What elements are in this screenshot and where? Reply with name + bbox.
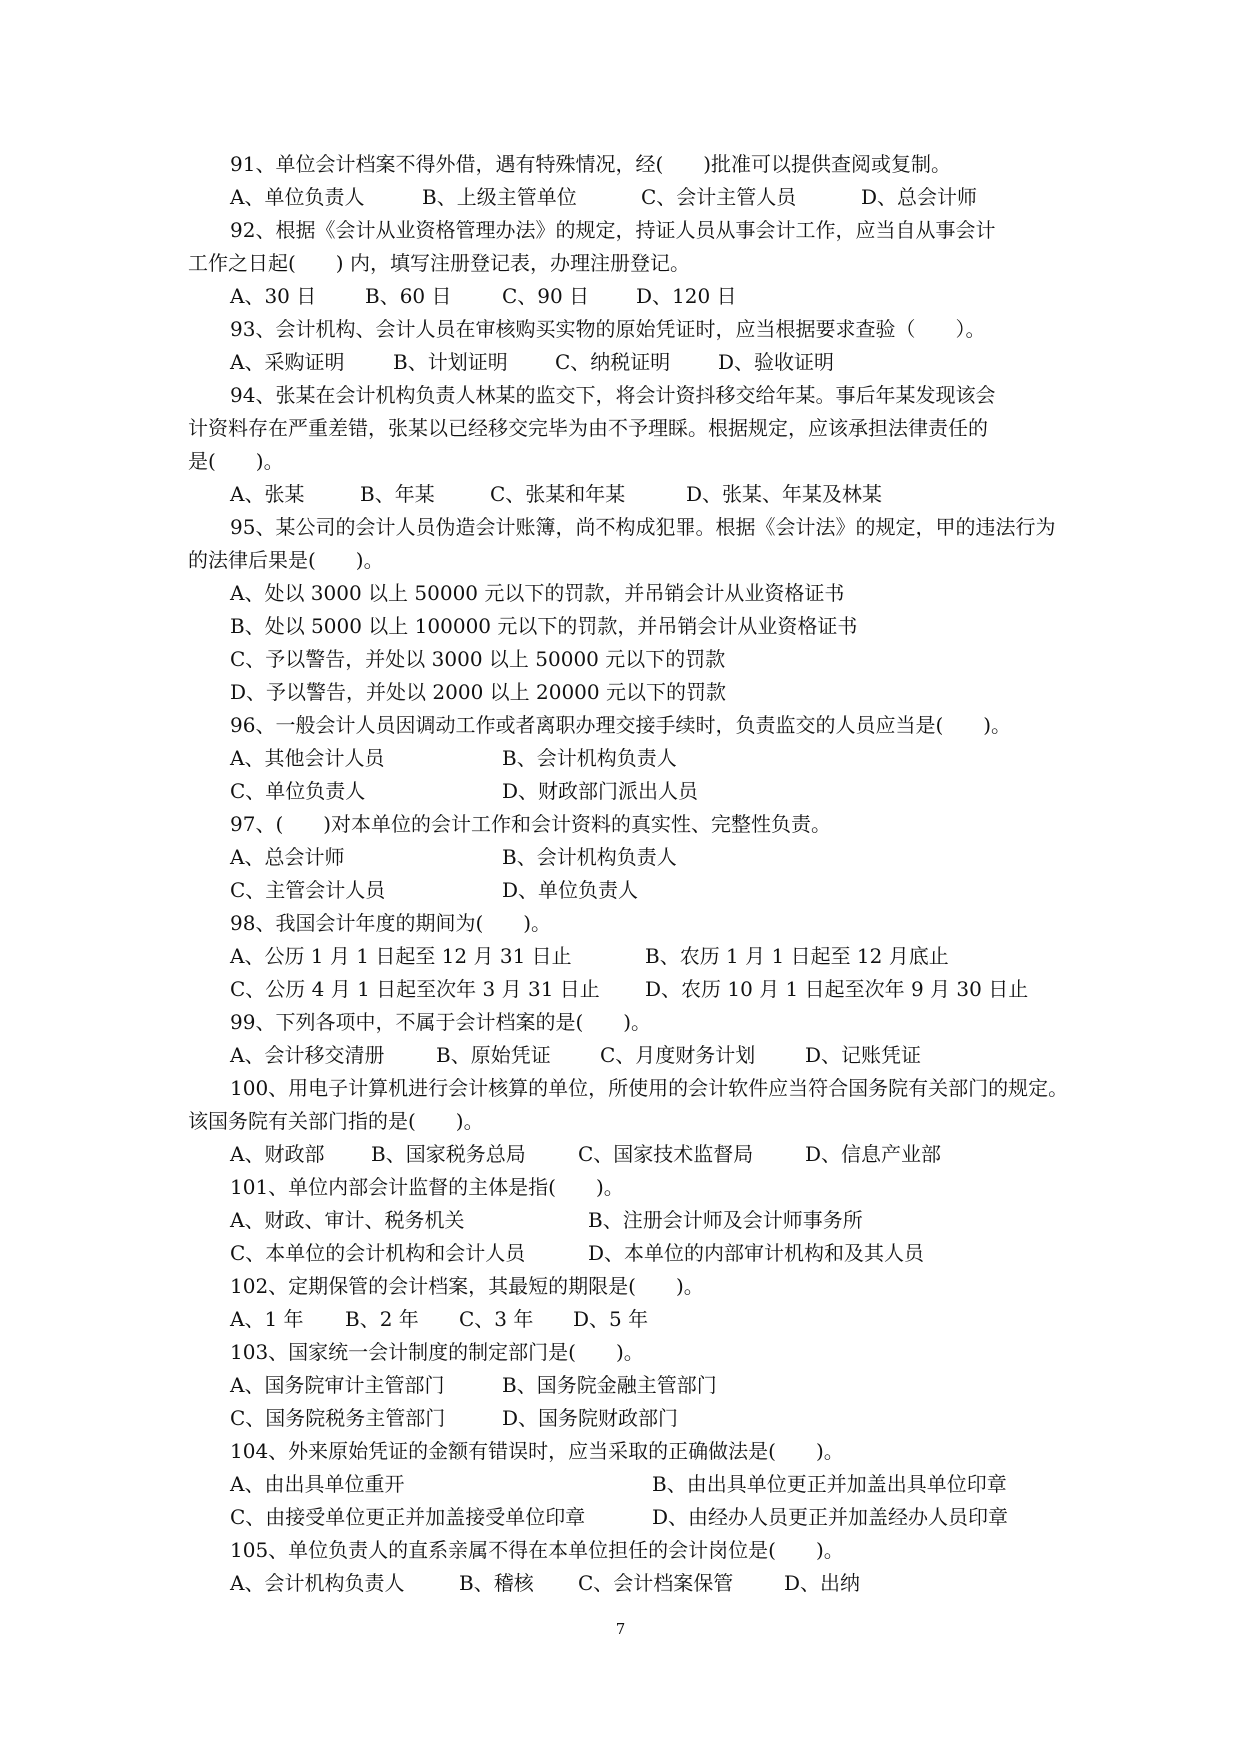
question-95-option-c: C、予以警告，并处以 3000 以上 50000 元以下的罚款 [230,647,726,671]
question-101-option-c: C、本单位的会计机构和会计人员 [230,1241,526,1265]
question-91-option-d: D、总会计师 [861,185,978,209]
question-91-stem: 91、单位会计档案不得外借，遇有特殊情况，经( )批准可以提供查阅或复制。 [230,152,952,176]
question-104-option-c: C、由接受单位更正并加盖接受单位印章 [230,1505,586,1529]
question-93-stem: 93、会计机构、会计人员在审核购买实物的原始凭证时，应当根据要求查验（ ）。 [230,317,986,341]
question-92-stem-cont: 工作之日起( ) 内，填写注册登记表，办理注册登记。 [188,251,690,275]
question-103-option-a: A、国务院审计主管部门 [230,1373,445,1397]
question-97-option-c: C、主管会计人员 [230,878,386,902]
question-104-option-a: A、由出具单位重开 [230,1472,405,1496]
question-102-option-b: B、2 年 [345,1307,419,1331]
question-99-option-c: C、月度财务计划 [600,1043,756,1067]
question-99-option-d: D、记账凭证 [805,1043,922,1067]
question-98-option-b: B、农历 1 月 1 日起至 12 月底止 [645,944,949,968]
question-105-option-b: B、稽核 [459,1571,534,1595]
question-93-option-d: D、验收证明 [718,350,835,374]
question-105-stem: 105、单位负责人的直系亲属不得在本单位担任的会计岗位是( )。 [230,1538,844,1562]
question-104-option-d: D、由经办人员更正并加盖经办人员印章 [652,1505,1009,1529]
question-96-option-c: C、单位负责人 [230,779,366,803]
question-105-option-c: C、会计档案保管 [578,1571,734,1595]
question-94-option-d: D、张某、年某及林某 [686,482,883,506]
question-99-option-a: A、会计移交清册 [230,1043,385,1067]
question-102-stem: 102、定期保管的会计档案，其最短的期限是( )。 [230,1274,704,1298]
question-94-option-a: A、张某 [230,482,305,506]
question-99-option-b: B、原始凭证 [436,1043,551,1067]
question-92-option-d: D、120 日 [636,284,737,308]
question-92-option-a: A、30 日 [230,284,317,308]
question-98-stem: 98、我国会计年度的期间为( )。 [230,911,552,935]
question-102-option-a: A、1 年 [230,1307,304,1331]
page-number: 7 [615,1620,626,1638]
question-105-option-d: D、出纳 [784,1571,861,1595]
question-95-stem: 95、某公司的会计人员伪造会计账簿，尚不构成犯罪。根据《会计法》的规定，甲的违法行为 [230,515,1056,539]
question-92-option-b: B、60 日 [365,284,452,308]
question-98-option-d: D、农历 10 月 1 日起至次年 9 月 30 日止 [645,977,1029,1001]
question-95-option-b: B、处以 5000 以上 100000 元以下的罚款，并吊销会计从业资格证书 [230,614,858,638]
question-99-stem: 99、下列各项中，不属于会计档案的是( )。 [230,1010,652,1034]
question-97-option-d: D、单位负责人 [502,878,639,902]
question-93-option-b: B、计划证明 [393,350,508,374]
question-100-stem-cont: 该国务院有关部门指的是( )。 [188,1109,484,1133]
question-94-stem-cont: 计资料存在严重差错，张某以已经移交完毕为由不予理睬。根据规定，应该承担法律责任的 [188,416,988,440]
question-100-stem: 100、用电子计算机进行会计核算的单位，所使用的会计软件应当符合国务院有关部门的规定。 [230,1076,1069,1100]
question-94-option-c: C、张某和年某 [490,482,626,506]
question-96-option-d: D、财政部门派出人员 [502,779,699,803]
question-105-option-a: A、会计机构负责人 [230,1571,405,1595]
question-98-option-a: A、公历 1 月 1 日起至 12 月 31 日止 [230,944,572,968]
question-102-option-c: C、3 年 [459,1307,534,1331]
question-94-option-b: B、年某 [360,482,435,506]
question-102-option-d: D、5 年 [573,1307,649,1331]
question-95-stem-cont: 的法律后果是( )。 [188,548,384,572]
question-91-option-b: B、上级主管单位 [422,185,577,209]
question-104-stem: 104、外来原始凭证的金额有错误时，应当采取的正确做法是( )。 [230,1439,844,1463]
question-94-stem-cont2: 是( )。 [188,449,284,473]
question-93-option-a: A、采购证明 [230,350,345,374]
question-104-option-b: B、由出具单位更正并加盖出具单位印章 [652,1472,1007,1496]
question-97-stem: 97、( )对本单位的会计工作和会计资料的真实性、完整性负责。 [230,812,832,836]
question-103-option-b: B、国务院金融主管部门 [502,1373,717,1397]
question-103-option-d: D、国务院财政部门 [502,1406,679,1430]
question-101-stem: 101、单位内部会计监督的主体是指( )。 [230,1175,624,1199]
question-94-stem: 94、张某在会计机构负责人林某的监交下，将会计资抖移交给年某。事后年某发现该会 [230,383,996,407]
question-95-option-d: D、予以警告，并处以 2000 以上 20000 元以下的罚款 [230,680,726,704]
question-91-option-a: A、单位负责人 [230,185,365,209]
question-91-option-c: C、会计主管人员 [641,185,797,209]
question-101-option-b: B、注册会计师及会计师事务所 [588,1208,863,1232]
question-101-option-a: A、财政、审计、税务机关 [230,1208,465,1232]
question-100-option-a: A、财政部 [230,1142,325,1166]
question-103-stem: 103、国家统一会计制度的制定部门是( )。 [230,1340,644,1364]
question-103-option-c: C、国务院税务主管部门 [230,1406,446,1430]
question-93-option-c: C、纳税证明 [555,350,671,374]
question-92-option-c: C、90 日 [502,284,590,308]
question-100-option-c: C、国家技术监督局 [578,1142,754,1166]
question-96-option-a: A、其他会计人员 [230,746,385,770]
question-101-option-d: D、本单位的内部审计机构和及其人员 [588,1241,925,1265]
question-92-stem: 92、根据《会计从业资格管理办法》的规定，持证人员从事会计工作，应当自从事会计 [230,218,996,242]
question-97-option-a: A、总会计师 [230,845,345,869]
question-100-option-d: D、信息产业部 [805,1142,942,1166]
question-96-stem: 96、一般会计人员因调动工作或者离职办理交接手续时，负责监交的人员应当是( )。 [230,713,1012,737]
question-97-option-b: B、会计机构负责人 [502,845,677,869]
question-98-option-c: C、公历 4 月 1 日起至次年 3 月 31 日止 [230,977,600,1001]
question-100-option-b: B、国家税务总局 [371,1142,526,1166]
question-96-option-b: B、会计机构负责人 [502,746,677,770]
question-95-option-a: A、处以 3000 以上 50000 元以下的罚款，并吊销会计从业资格证书 [230,581,845,605]
